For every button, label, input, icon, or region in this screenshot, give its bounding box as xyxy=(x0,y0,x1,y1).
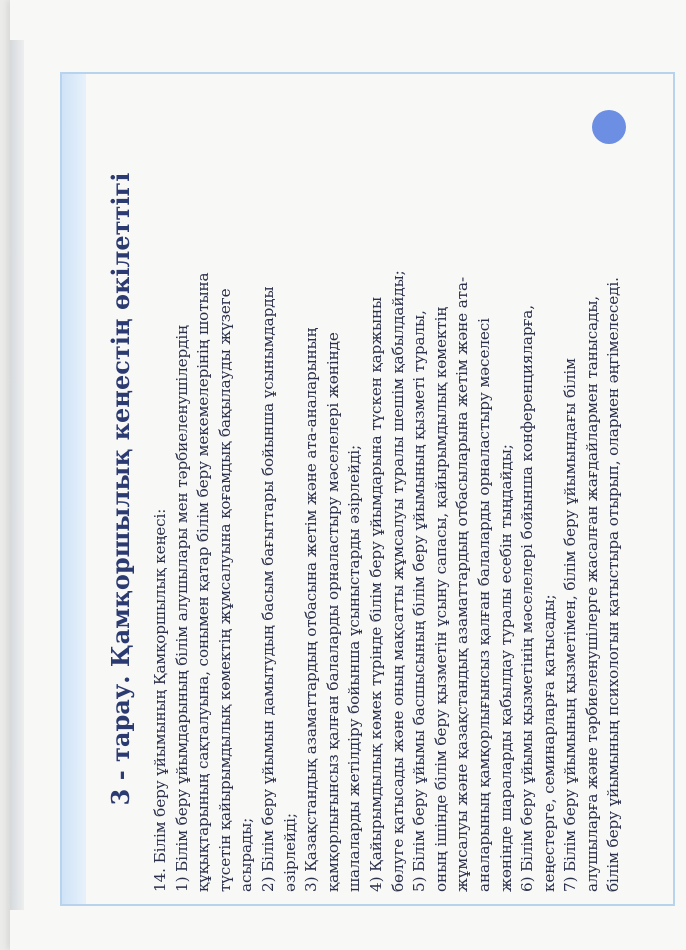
text-line: 5) Білім беру ұйымы басшысының білім беру ұйымының қызметі туралы, xyxy=(410,310,429,892)
text-line: жұмсалуы және қазақстандық азаматтардың отбасыларына жетім және ата- xyxy=(453,277,472,892)
text-line: аналарының қамқорлығынсыз қалған балаларды орналастыру мәселесі xyxy=(474,318,493,892)
text-line: білім беру ұйымының психологын қатыстыра отырып, олармен әңгімелеседі. xyxy=(604,277,623,892)
text-line: шалаларды жетілдіру бойынша ұсыныстарды әзірлейді; xyxy=(345,444,364,892)
binder-edge xyxy=(10,40,24,910)
text-line: 6) Білім беру ұйымы қызметінің мәселелері бойынша конференцияларға, xyxy=(518,305,537,892)
rotated-page-content xyxy=(92,78,672,900)
text-line: 4) Қайырымдылық көмек түрінде білім беру ұйымдарына түскен қаржыны xyxy=(366,296,385,892)
text-line: кеңестерге, семинарларға қатысады; xyxy=(539,594,558,892)
text-line: 2) Білім беру ұйымын дамытудың басым бағыттары бойынша ұсынымдарды xyxy=(258,286,277,892)
text-line: бөлуге қатысады және оның мақсатты жұмсалуы туралы шешім қабылдайды; xyxy=(388,270,407,892)
text-line: қамқорлығынсыз қалған балаларды орналастыру мәселелері жөнінде xyxy=(323,332,342,892)
chapter-body xyxy=(140,78,625,900)
text-line: түсетін қайырымдылық көмектің жұмсалуына қоғамдық бақылауды жүзеге xyxy=(215,288,234,892)
text-line: 1) Білім беру ұйымдарының білім алушылары мен тәрбиеленушілердің xyxy=(172,325,191,892)
text-line: оның ішінде білім беру қызметін ұсыну сапасы, қайырымдылық көмектің xyxy=(431,307,450,892)
text-line: 3) Қазақстандық азаматтардың отбасына жетім және ата-аналарының xyxy=(302,327,321,892)
chapter-title: 3 - тарау. Қамқоршылық кеңестің өкілеттігі xyxy=(106,172,135,806)
text-line: жөнінде шараларды қабылдау туралы есебін тыңдайды; xyxy=(496,444,515,892)
text-line: құқықтарының сақталуына, сонымен қатар білім беру мекемелерінің шотына xyxy=(194,272,213,892)
text-line: 14. Білім беру ұйымының Қамқоршылық кеңесі: xyxy=(151,508,169,892)
text-line: асырады; xyxy=(237,817,256,892)
text-line: алушыларға және тәрбиеленушілерге жасалған жағдайлармен танысады, xyxy=(582,295,601,892)
text-line: 7) Білім беру ұйымының қызметімен, білім беру ұйымындағы білім xyxy=(561,358,580,892)
text-line: әзірлейді; xyxy=(280,813,299,892)
